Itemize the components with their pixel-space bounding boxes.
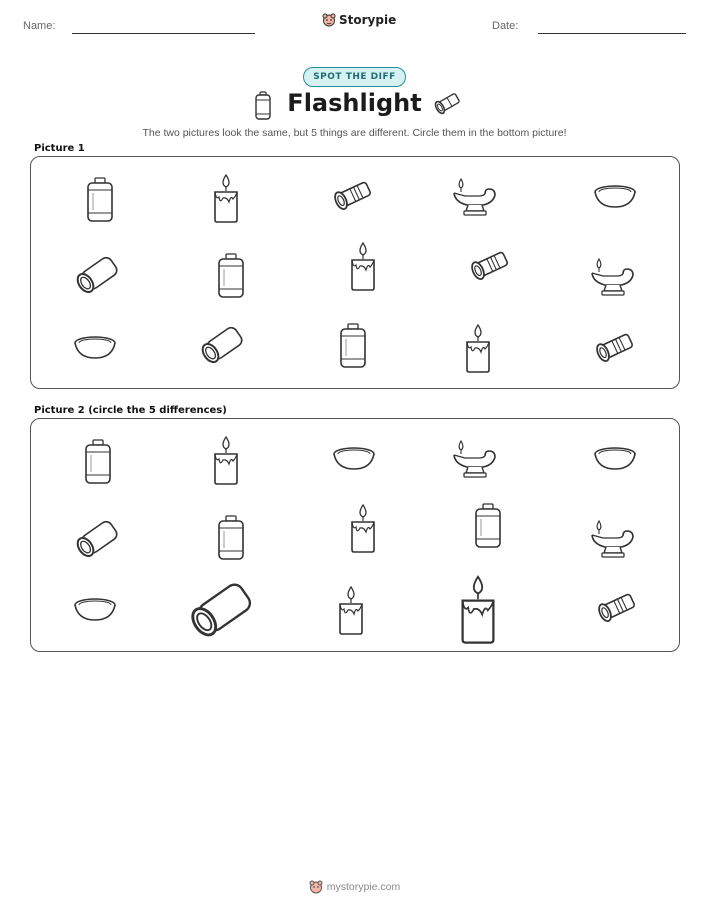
- candle-icon: [211, 435, 241, 485]
- battery-icon: [85, 177, 115, 223]
- oil-lamp-icon: [587, 255, 639, 299]
- picture-1-item[interactable]: [589, 327, 637, 369]
- page-title: Flashlight: [287, 89, 422, 117]
- picture-1-item[interactable]: [338, 323, 368, 369]
- picture-1-item[interactable]: [211, 173, 241, 223]
- name-label: Name:: [23, 20, 56, 32]
- picture-2-item[interactable]: [591, 587, 639, 629]
- picture-1-item[interactable]: [592, 183, 638, 213]
- picture-1-item[interactable]: [348, 241, 378, 291]
- picture-2-item[interactable]: [457, 573, 499, 645]
- picture-2-item[interactable]: [72, 596, 118, 626]
- flashlight-icon: [589, 327, 637, 369]
- tube-icon: [71, 517, 123, 561]
- flashlight-icon: [430, 91, 462, 117]
- oil-lamp-icon: [449, 175, 501, 219]
- footer: [0, 880, 709, 894]
- picture-1-item[interactable]: [464, 245, 512, 287]
- bowl-icon: [592, 445, 638, 475]
- oil-lamp-icon: [587, 517, 639, 561]
- tube-icon: [183, 577, 259, 643]
- candle-icon: [463, 323, 493, 373]
- picture-2-item[interactable]: [211, 435, 241, 485]
- battery-icon: [338, 323, 368, 369]
- flashlight-icon: [327, 175, 375, 217]
- picture-2-item[interactable]: [592, 445, 638, 475]
- tube-icon: [71, 253, 123, 297]
- flashlight-icon: [464, 245, 512, 287]
- candle-icon: [211, 173, 241, 223]
- tube-icon: [196, 323, 248, 367]
- bowl-icon: [72, 334, 118, 364]
- name-line[interactable]: [72, 33, 255, 34]
- candle-icon: [336, 585, 366, 635]
- storypie-mascot-icon: [322, 13, 336, 27]
- brand-logo: [322, 13, 396, 27]
- picture-2-item[interactable]: [473, 503, 503, 549]
- bowl-icon: [72, 596, 118, 626]
- picture-2-label: Picture 2 (circle the 5 differences): [34, 405, 227, 416]
- picture-2-item[interactable]: [336, 585, 366, 635]
- picture-1-item[interactable]: [71, 253, 123, 297]
- bowl-icon: [331, 445, 377, 475]
- picture-1-item[interactable]: [196, 323, 248, 367]
- picture-2-item[interactable]: [71, 517, 123, 561]
- picture-1-item[interactable]: [587, 255, 639, 299]
- picture-2-item[interactable]: [348, 503, 378, 553]
- instructions-text: The two pictures look the same, but 5 things are different. Circle them in the bottom picture!: [142, 127, 567, 139]
- picture-1-item[interactable]: [72, 334, 118, 364]
- candle-icon: [457, 573, 499, 645]
- battery-icon: [216, 253, 246, 299]
- battery-icon: [216, 515, 246, 561]
- candle-icon: [348, 503, 378, 553]
- picture-1-item[interactable]: [463, 323, 493, 373]
- bowl-icon: [592, 183, 638, 213]
- picture-2-item[interactable]: [216, 515, 246, 561]
- picture-1-item[interactable]: [327, 175, 375, 217]
- brand-name: Storypie: [339, 13, 397, 27]
- date-line[interactable]: [538, 33, 686, 34]
- picture-1-label: Picture 1: [34, 143, 85, 154]
- picture-1-panel: [30, 156, 680, 389]
- candle-icon: [348, 241, 378, 291]
- picture-2-item[interactable]: [449, 437, 501, 481]
- oil-lamp-icon: [449, 437, 501, 481]
- picture-2-item[interactable]: [331, 445, 377, 475]
- battery-icon: [473, 503, 503, 549]
- picture-2-item[interactable]: [83, 439, 113, 485]
- picture-1-item[interactable]: [216, 253, 246, 299]
- flashlight-icon: [591, 587, 639, 629]
- picture-1-item[interactable]: [449, 175, 501, 219]
- picture-1-item[interactable]: [85, 177, 115, 223]
- picture-2-panel: [30, 418, 680, 652]
- battery-icon: [83, 439, 113, 485]
- picture-2-item[interactable]: [587, 517, 639, 561]
- date-label: Date:: [492, 20, 519, 32]
- storypie-mascot-icon: [309, 880, 323, 894]
- picture-2-item[interactable]: [183, 577, 259, 643]
- spot-the-diff-badge: SPOT THE DIFF: [303, 67, 406, 87]
- footer-link[interactable]: mystorypie.com: [326, 881, 401, 893]
